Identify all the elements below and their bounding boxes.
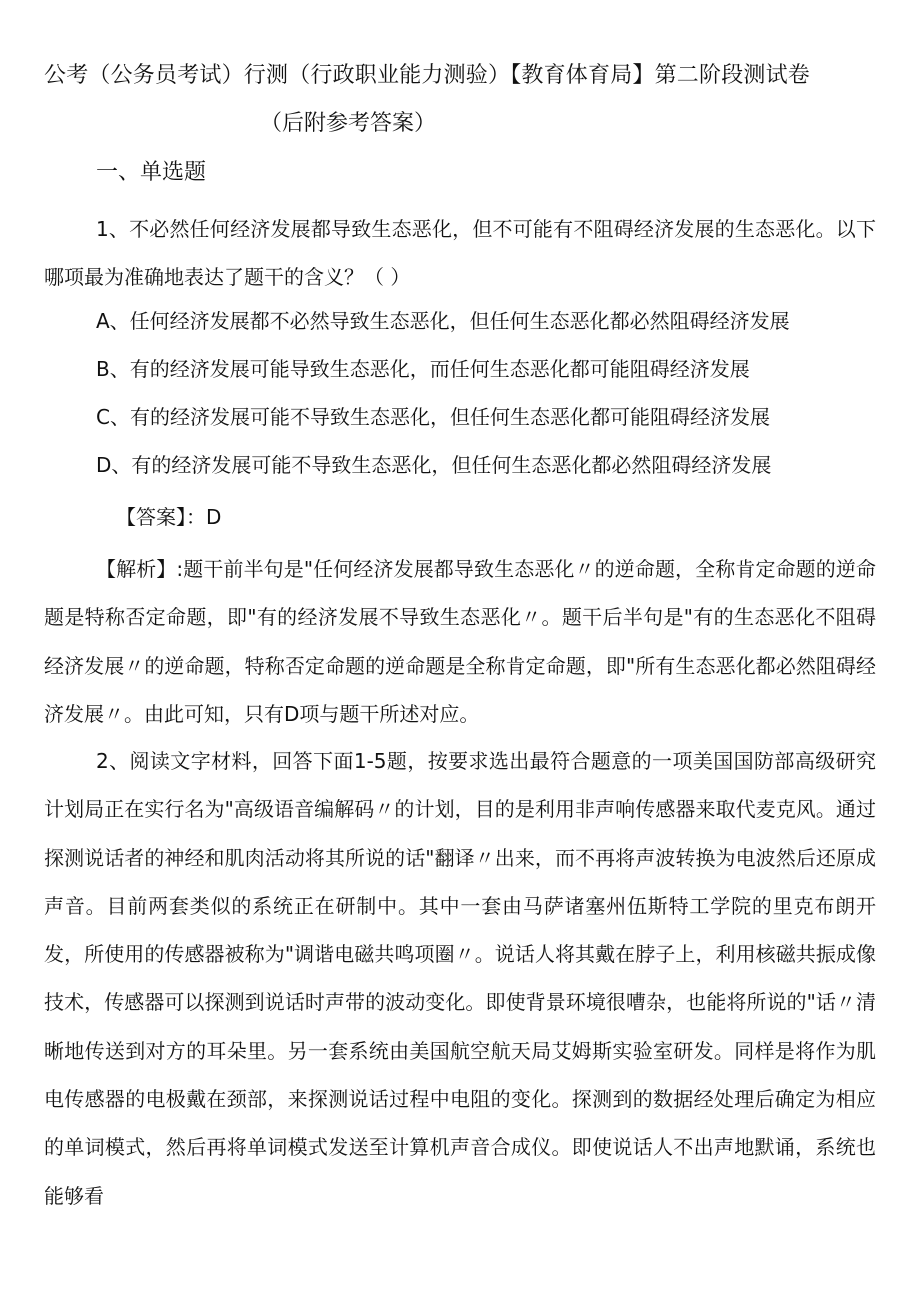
section-heading: 一、单选题 <box>96 160 207 185</box>
document-title: 公考（公务员考试）行测（行政职业能力测验）【教育体育局】第二阶段测试卷 <box>44 63 811 88</box>
question-1-option-d: D、有的经济发展可能不导致生态恶化，但任何生态恶化都必然阻碍经济发展 <box>96 453 772 477</box>
question-1-stem: 1、不必然任何经济发展都导致生态恶化，但不可能有不阻碍经济发展的生态恶化。以下哪项最为准确地表达了题干的含义？（ ） <box>44 217 876 290</box>
question-1-option-b: B、有的经济发展可能导致生态恶化，而任何生态恶化都可能阻碍经济发展 <box>96 357 750 381</box>
document-subtitle: （后附参考答案） <box>260 111 437 136</box>
question-1-answer: 【答案】：D <box>116 505 222 529</box>
question-1-explanation: 【解析】:题干前半句是"任何经济发展都导致生态恶化〃的逆命题，全称肯定命题的逆命题是特称否定命题，即"有的经济发展不导致生态恶化〃。题干后半句是"有的生态恶化不阻碍经济发展〃的逆命题，特称否定命题的逆命题是全称肯定命题，即"所有生态恶化都必然阻碍经济发展〃。由此可知，只有D项与题干所述对应。 <box>44 557 876 726</box>
question-1-option-c: C、有的经济发展可能不导致生态恶化，但任何生态恶化都可能阻碍经济发展 <box>96 405 770 429</box>
question-1-option-a: A、任何经济发展都不必然导致生态恶化，但任何生态恶化都必然阻碍经济发展 <box>96 309 790 333</box>
question-2-passage: 2、阅读文字材料，回答下面1-5题，按要求选出最符合题意的一项美国国防部高级研究计划局正在实行名为"高级语音编解码〃的计划，目的是利用非声响传感器来取代麦克风。通过探测说话者的神经和肌肉活动将其所说的话"翻译〃出来，而不再将声波转换为电波然后还原成声音。目前两套类似的系统正在研制中。其中一套由马萨诸塞州伍斯特工学院的里克布朗开发，所使用的传感器被称为"调谐电磁共鸣项圈〃。说话人将其戴在脖子上，利用核磁共振成像技术，传感器可以探测到说话时声带的波动变化。即使背景环境很嘈杂，也能将所说的"话〃清晰地传送到对方的耳朵里。另一套系统由美国航空航天局艾姆斯实验室研发。同样是将作为肌电传感器的电极戴在颈部，来探测说话过程中电阻的变化。探测到的数据经处理后确定为相应的单词模式，然后再将单词模式发送至计算机声音合成仪。即使说话人不出声地默诵，系统也能够看 <box>44 749 876 1208</box>
